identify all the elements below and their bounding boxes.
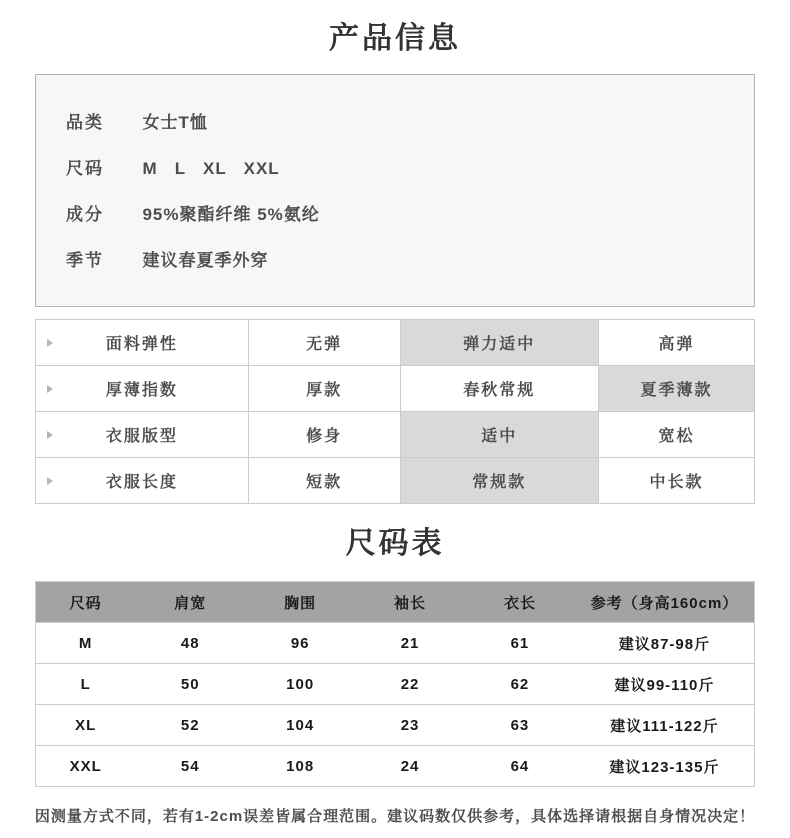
caret-right-icon <box>47 431 53 439</box>
info-label: 尺码 <box>66 159 104 178</box>
measurement-disclaimer: 因测量方式不同，若有1-2cm误差皆属合理范围。建议码数仅供参考，具体选择请根据自身情况决定！ <box>34 808 756 825</box>
size-cell: 建议111-122斤 <box>575 705 755 746</box>
size-cell: 24 <box>355 746 465 787</box>
attribute-option: 无弹 <box>248 320 400 366</box>
attribute-option: 夏季薄款 <box>598 366 754 412</box>
size-cell: 100 <box>245 664 355 705</box>
attribute-label-cell <box>36 458 249 504</box>
info-value: 95%聚酯纤维 5%氨纶 <box>142 205 320 224</box>
attribute-label: 面料弹性 <box>105 336 178 353</box>
attribute-option: 春秋常规 <box>400 366 598 412</box>
info-label: 季节 <box>66 251 104 270</box>
info-label: 成分 <box>66 205 104 224</box>
attribute-row-elasticity <box>36 320 755 366</box>
info-value: 女士T恤 <box>142 113 208 132</box>
size-cell: 22 <box>355 664 465 705</box>
attribute-row-length <box>36 458 755 504</box>
product-info-box <box>35 74 755 307</box>
size-chart-header: 衣长 <box>465 582 575 623</box>
caret-right-icon <box>47 339 53 347</box>
attribute-row-fit <box>36 412 755 458</box>
attribute-label-cell <box>36 320 249 366</box>
page-title: 产品信息 <box>329 22 461 55</box>
size-cell: 63 <box>465 705 575 746</box>
size-cell: 61 <box>465 623 575 664</box>
size-cell: 21 <box>355 623 465 664</box>
attribute-option: 中长款 <box>598 458 754 504</box>
info-row-composition <box>66 204 754 226</box>
info-value: M L XL XXL <box>142 159 280 178</box>
size-cell: 建议87-98斤 <box>575 623 755 664</box>
attribute-row-thickness <box>36 366 755 412</box>
size-chart-row-xl <box>36 705 755 746</box>
attribute-label: 衣服长度 <box>105 474 178 491</box>
size-chart-header: 尺码 <box>36 582 136 623</box>
attribute-option: 常规款 <box>400 458 598 504</box>
info-row-sizes <box>66 158 754 180</box>
size-chart-table <box>35 581 755 787</box>
size-cell: L <box>36 664 136 705</box>
info-label: 品类 <box>66 113 104 132</box>
size-chart-title: 尺码表 <box>345 527 445 560</box>
size-chart-header: 袖长 <box>355 582 465 623</box>
size-cell: XXL <box>36 746 136 787</box>
size-chart-header: 肩宽 <box>135 582 245 623</box>
size-cell: 23 <box>355 705 465 746</box>
size-chart-header-row <box>36 582 755 623</box>
info-row-category <box>66 112 754 134</box>
size-cell: 96 <box>245 623 355 664</box>
size-cell: 建议99-110斤 <box>575 664 755 705</box>
attribute-label: 厚薄指数 <box>105 382 178 399</box>
attribute-label-cell <box>36 412 249 458</box>
size-chart-header: 胸围 <box>245 582 355 623</box>
attribute-label: 衣服版型 <box>105 428 178 445</box>
size-cell: 建议123-135斤 <box>575 746 755 787</box>
attribute-option: 短款 <box>248 458 400 504</box>
size-cell: M <box>36 623 136 664</box>
attribute-option: 宽松 <box>598 412 754 458</box>
size-chart-row-l <box>36 664 755 705</box>
attribute-option: 弹力适中 <box>400 320 598 366</box>
attribute-option: 修身 <box>248 412 400 458</box>
info-row-season <box>66 250 754 272</box>
size-cell: 62 <box>465 664 575 705</box>
size-cell: 50 <box>135 664 245 705</box>
attribute-option: 厚款 <box>248 366 400 412</box>
attribute-label-cell <box>36 366 249 412</box>
fabric-attributes-table <box>35 319 755 504</box>
size-cell: 104 <box>245 705 355 746</box>
size-cell: 64 <box>465 746 575 787</box>
size-chart-row-m <box>36 623 755 664</box>
caret-right-icon <box>47 385 53 393</box>
caret-right-icon <box>47 477 53 485</box>
info-value: 建议春夏季外穿 <box>142 251 269 270</box>
size-cell: 54 <box>135 746 245 787</box>
size-chart-row-xxl <box>36 746 755 787</box>
size-cell: 48 <box>135 623 245 664</box>
size-chart-header: 参考（身高160cm） <box>575 582 755 623</box>
attribute-option: 适中 <box>400 412 598 458</box>
size-cell: 108 <box>245 746 355 787</box>
size-cell: XL <box>36 705 136 746</box>
size-cell: 52 <box>135 705 245 746</box>
attribute-option: 高弹 <box>598 320 754 366</box>
